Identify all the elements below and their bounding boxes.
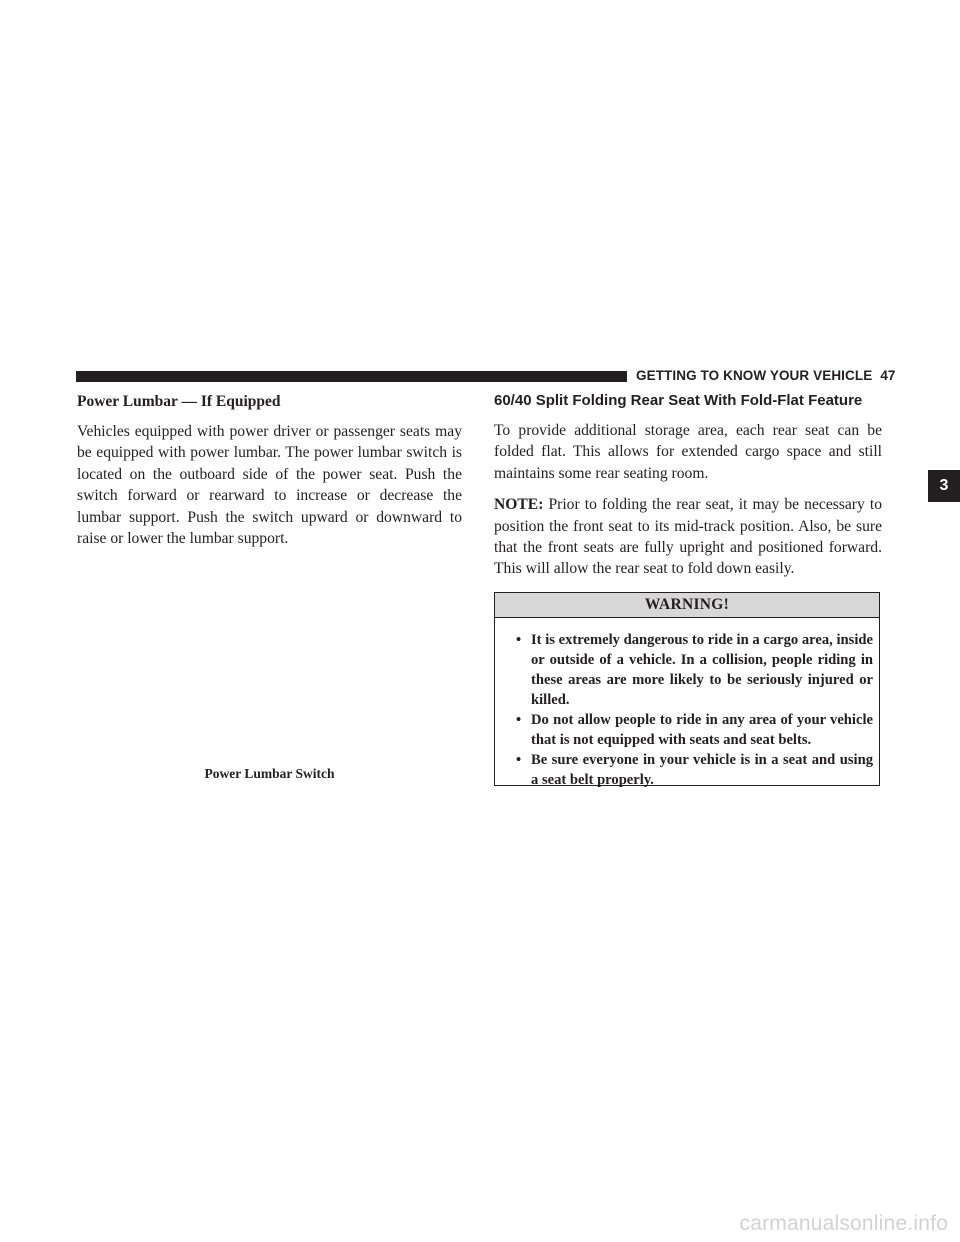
warning-box	[494, 592, 880, 786]
power-lumbar-figure	[77, 540, 462, 755]
split-folding-heading: 60/40 Split Folding Rear Seat With Fold-Flat Feature	[494, 392, 863, 409]
note-paragraph	[494, 494, 882, 580]
note-text: Prior to folding the rear seat, it may be necessary to position the front seat to its mid-track position. Also, be sure that the front seats are fully upright and positioned forward. This will allow the rear seat to fold down easily.	[494, 496, 882, 578]
split-folding-paragraph: To provide additional storage area, each rear seat can be folded flat. This allows for extended cargo space and still maintains some rear seating room.	[494, 422, 882, 482]
note-label: NOTE:	[494, 496, 544, 514]
power-lumbar-paragraph: Vehicles equipped with power driver or passenger seats may be equipped with power lumbar. The power lumbar switch is located on the outboard side of the power seat. Push the switch forward or rearward to increase or decrease the lumbar support. Push the switch upward or downward to raise or lower the lumbar support.	[77, 423, 462, 548]
running-header	[636, 368, 896, 383]
warning-list	[495, 618, 879, 790]
warning-item: • Be sure everyone in your vehicle is in a seat and using a seat belt properly.	[516, 750, 873, 790]
chapter-tab: 3	[928, 470, 960, 502]
warning-item: • Do not allow people to ride in any area of your vehicle that is not equipped with seats and seat belts.	[516, 710, 873, 750]
power-lumbar-heading: Power Lumbar — If Equipped	[77, 393, 281, 410]
header-rule	[76, 371, 627, 382]
warning-title: WARNING!	[495, 593, 879, 618]
warning-item: • It is extremely dangerous to ride in a cargo area, inside or outside of a vehicle. In a collision, people riding in these areas are more likely to be seriously injured or killed.	[516, 630, 873, 710]
right-column	[494, 392, 882, 590]
section-title: GETTING TO KNOW YOUR VEHICLE	[636, 368, 873, 383]
page-number: 47	[880, 368, 896, 383]
figure-caption: Power Lumbar Switch	[204, 766, 335, 781]
left-column	[77, 392, 462, 559]
watermark: carmanualsonline.info	[739, 1212, 948, 1235]
